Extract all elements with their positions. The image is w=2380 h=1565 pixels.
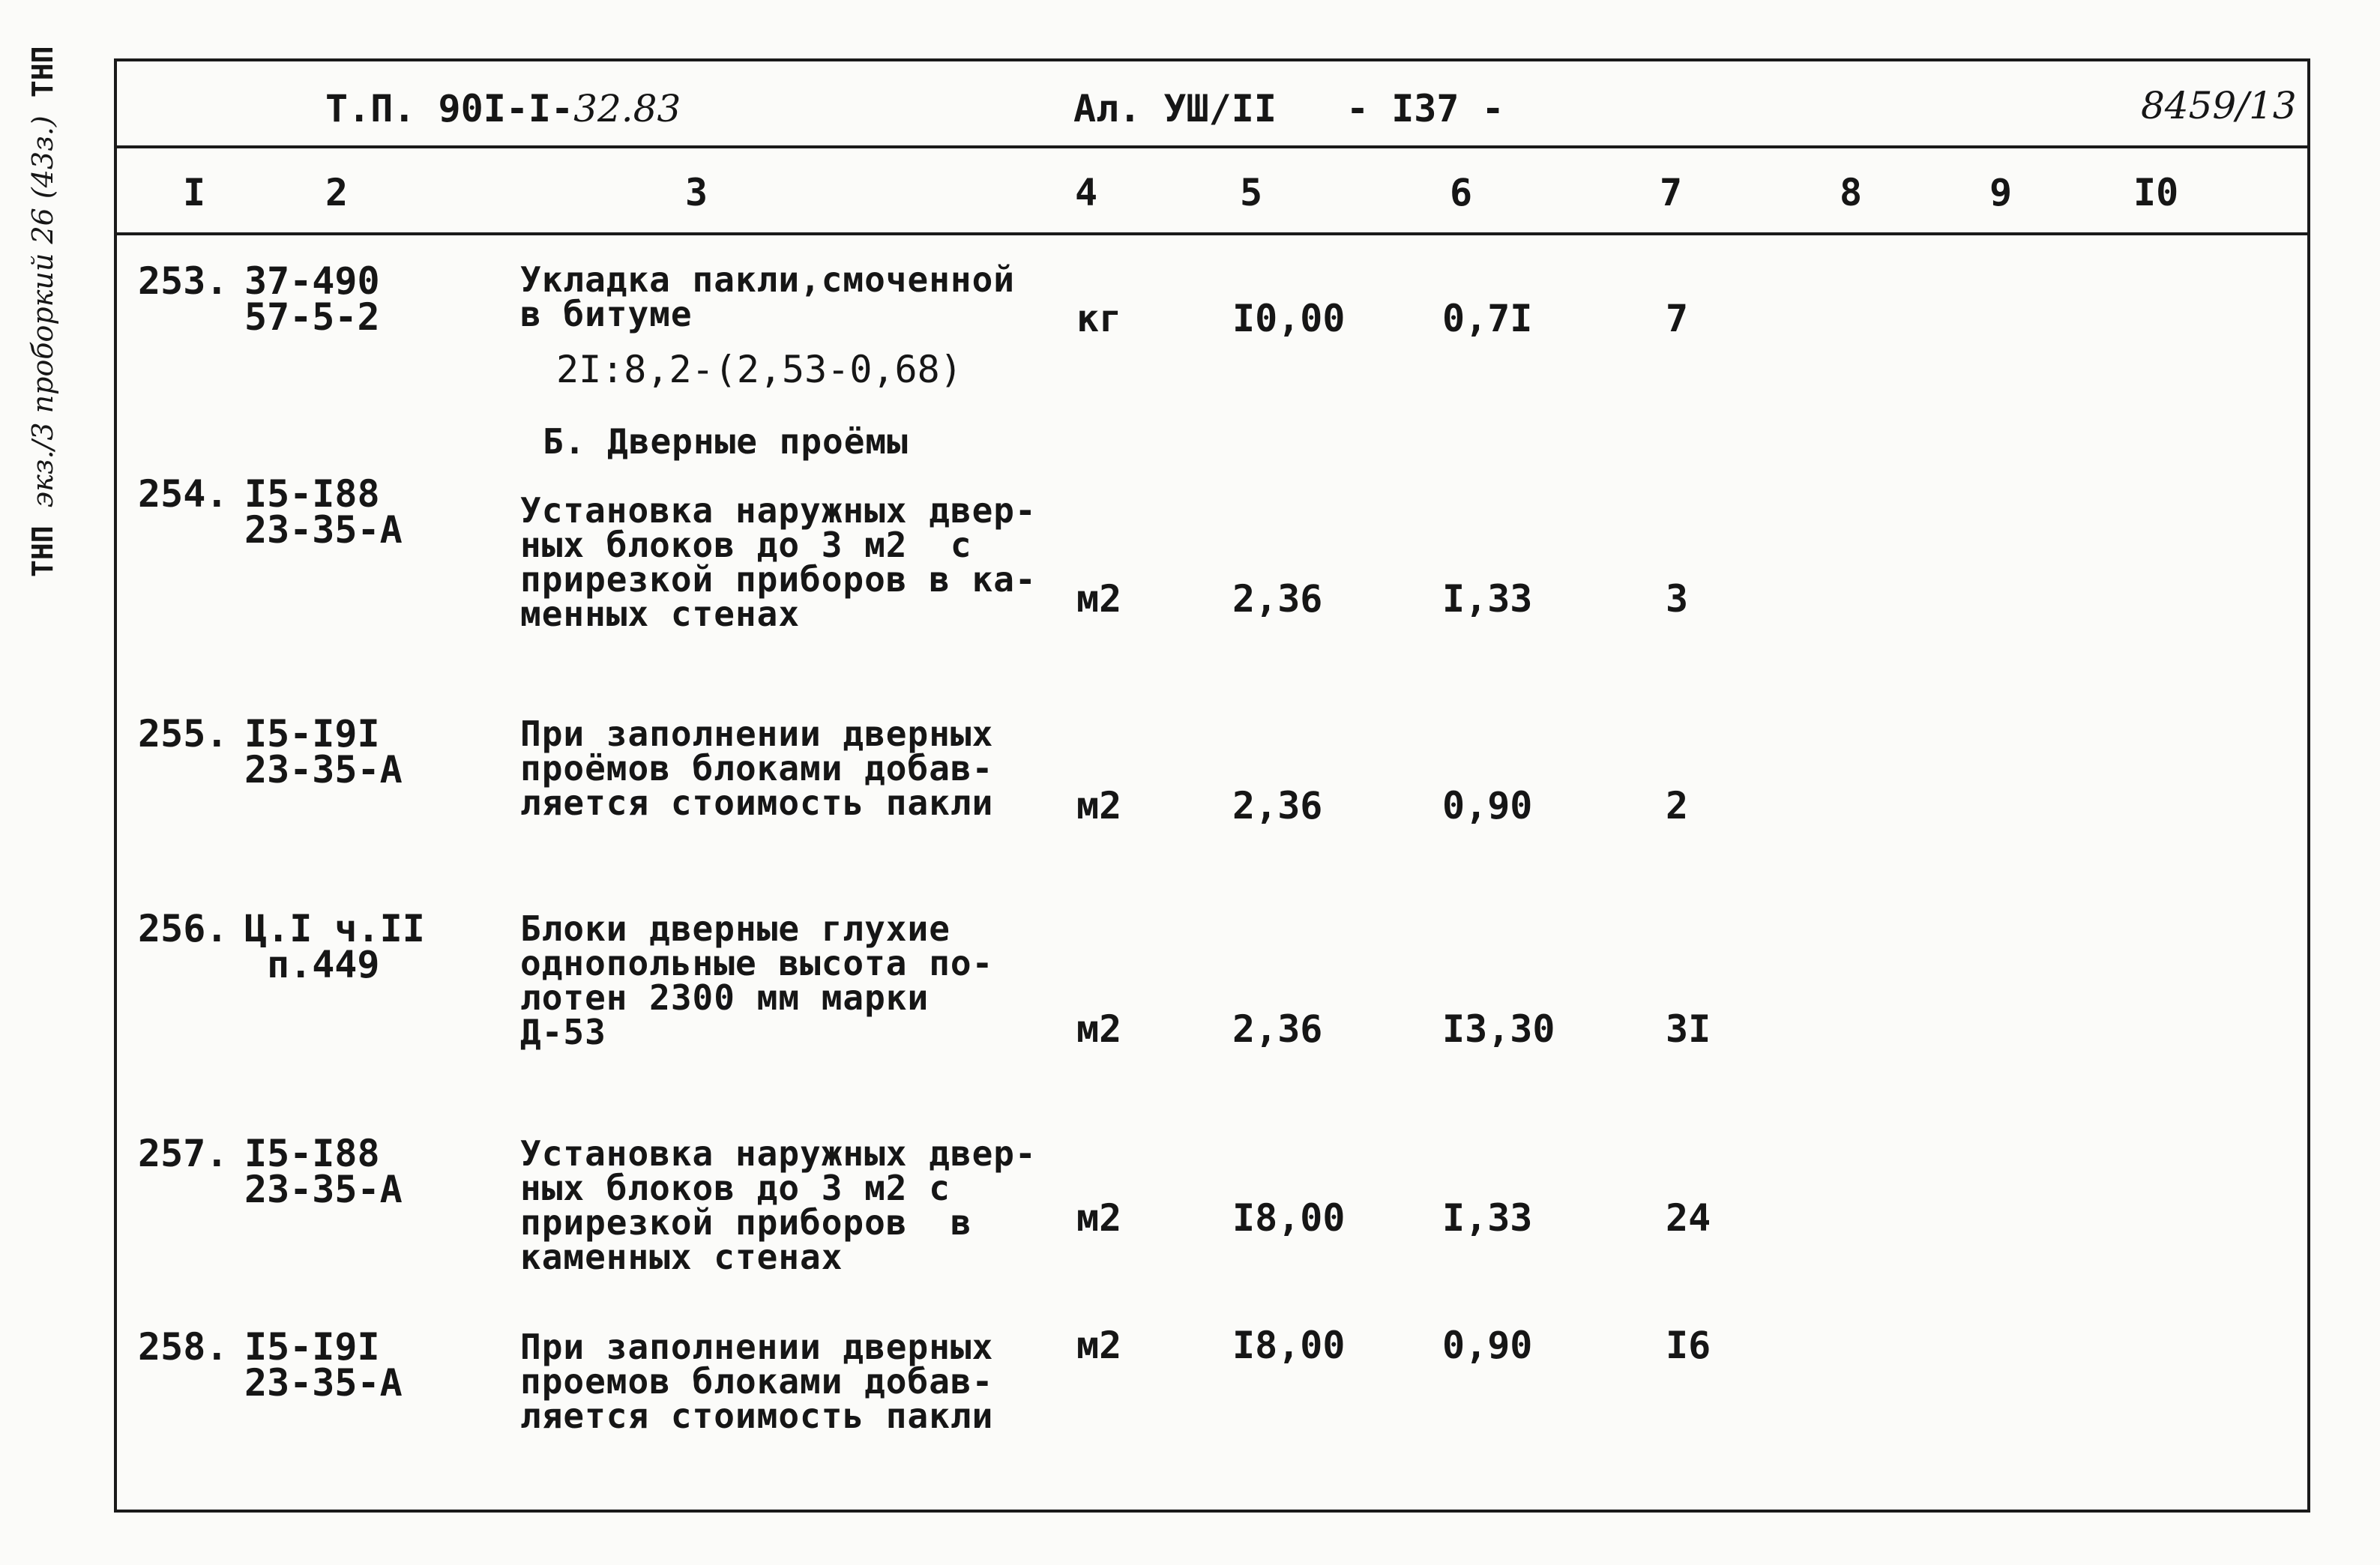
row-unit: м2: [1076, 784, 1122, 827]
row-total: 3: [1666, 577, 1689, 621]
row-description-line: При заполнении дверных: [520, 1327, 994, 1367]
row-code-line: 23-35-А: [244, 1361, 403, 1405]
row-quantity: I8,00: [1232, 1324, 1346, 1367]
row-description-line: Д-53: [520, 1012, 606, 1052]
col-7: 7: [1660, 171, 1683, 214]
row-description-line: Блоки дверные глухие: [520, 908, 951, 949]
tp-number: Т.П. 90I-I-32.83: [325, 87, 681, 130]
row-code-line: I5-I88: [244, 1132, 380, 1175]
row-unit: м2: [1076, 1324, 1122, 1367]
row-code-line: I5-I9I: [244, 1325, 380, 1369]
row-quantity: 2,36: [1232, 1007, 1323, 1051]
row-number: 258.: [138, 1325, 229, 1369]
row-number: 254.: [138, 472, 229, 516]
row-unit: м2: [1076, 577, 1122, 621]
row-number: 257.: [138, 1132, 229, 1175]
row-code-line: 37-490: [244, 259, 380, 303]
row-description-line: прирезкой приборов в ка-: [520, 559, 1037, 600]
row-description-line: в битуме: [520, 294, 693, 334]
row-quantity: 2,36: [1232, 577, 1323, 621]
row-code-line: 57-5-2: [244, 295, 380, 339]
row-description-line: Укладка пакли,смоченной: [520, 259, 1015, 300]
col-1: I: [183, 171, 206, 214]
side-stamp-right: ТНП: [26, 46, 59, 98]
row-unit: м2: [1076, 1196, 1122, 1240]
row-description-line: При заполнении дверных: [520, 714, 994, 754]
row-description-line: ных блоков до 3 м2 с: [520, 1168, 951, 1208]
row-description-line: Установка наружных двер-: [520, 1133, 1037, 1174]
row-number: 256.: [138, 907, 229, 950]
row-price: I3,30: [1442, 1007, 1555, 1051]
col-5: 5: [1240, 171, 1263, 214]
row-price: 0,7I: [1442, 297, 1533, 340]
row-description-line: ляется стоимость пакли: [520, 782, 994, 823]
row-description-line: Установка наружных двер-: [520, 490, 1037, 531]
row-number: 255.: [138, 712, 229, 756]
section-heading: Б. Дверные проёмы: [543, 421, 909, 462]
row-price: 0,90: [1442, 1324, 1533, 1367]
row-description-line: каменных стенах: [520, 1237, 843, 1277]
row-code-line: 23-35-А: [244, 508, 403, 552]
row-total: 7: [1666, 297, 1689, 340]
row-description-line: лотен 2300 мм марки: [520, 977, 930, 1018]
col-10: I0: [2133, 171, 2179, 214]
row-price: I,33: [1442, 577, 1533, 621]
row-code-line: I5-I88: [244, 472, 380, 516]
row-quantity: I8,00: [1232, 1196, 1346, 1240]
row-total: 2: [1666, 784, 1689, 827]
row-description-line: менных стенах: [520, 594, 801, 634]
row-description-line: ляется стоимость пакли: [520, 1396, 994, 1436]
row-code-line: 23-35-А: [244, 748, 403, 791]
row-quantity: I0,00: [1232, 297, 1346, 340]
row-code-line: 23-35-А: [244, 1168, 403, 1211]
col-3: 3: [685, 171, 708, 214]
row-code-line: п.449: [267, 943, 380, 986]
row-formula: 2I:8,2-(2,53-0,68): [556, 348, 962, 391]
header-rule: [117, 145, 2307, 148]
row-quantity: 2,36: [1232, 784, 1323, 827]
row-unit: м2: [1076, 1007, 1122, 1051]
side-handwritten-note: экз./3 проборкий 26 (43з.): [26, 115, 59, 508]
column-header-rule: [117, 232, 2307, 235]
tp-series: 32.83: [573, 87, 681, 130]
row-total: 3I: [1666, 1007, 1711, 1051]
archive-number: 8459/13: [2141, 84, 2297, 127]
col-2: 2: [325, 171, 349, 214]
row-code-line: I5-I9I: [244, 712, 380, 756]
row-price: 0,90: [1442, 784, 1533, 827]
row-description-line: проемов блоками добав-: [520, 1361, 994, 1402]
estimate-sheet: [114, 58, 2310, 1513]
page-number: - I37 -: [1346, 87, 1504, 130]
row-description-line: однопольные высота по-: [520, 943, 994, 983]
row-description-line: проёмов блоками добав-: [520, 748, 994, 788]
row-number: 253.: [138, 259, 229, 303]
col-9: 9: [1989, 171, 2013, 214]
row-unit: кг: [1076, 297, 1122, 340]
row-code-line: Ц.I ч.II: [244, 907, 425, 950]
row-price: I,33: [1442, 1196, 1533, 1240]
side-stamp-left: ТНП: [26, 525, 59, 577]
row-description-line: ных блоков до 3 м2 с: [520, 525, 972, 565]
row-total: 24: [1666, 1196, 1711, 1240]
side-annotation: [28, 46, 57, 578]
row-total: I6: [1666, 1324, 1711, 1367]
col-4: 4: [1075, 171, 1098, 214]
col-8: 8: [1840, 171, 1863, 214]
album-ref: Ал. УШ/II: [1073, 87, 1277, 130]
row-description-line: прирезкой приборов в: [520, 1202, 972, 1243]
col-6: 6: [1450, 171, 1473, 214]
